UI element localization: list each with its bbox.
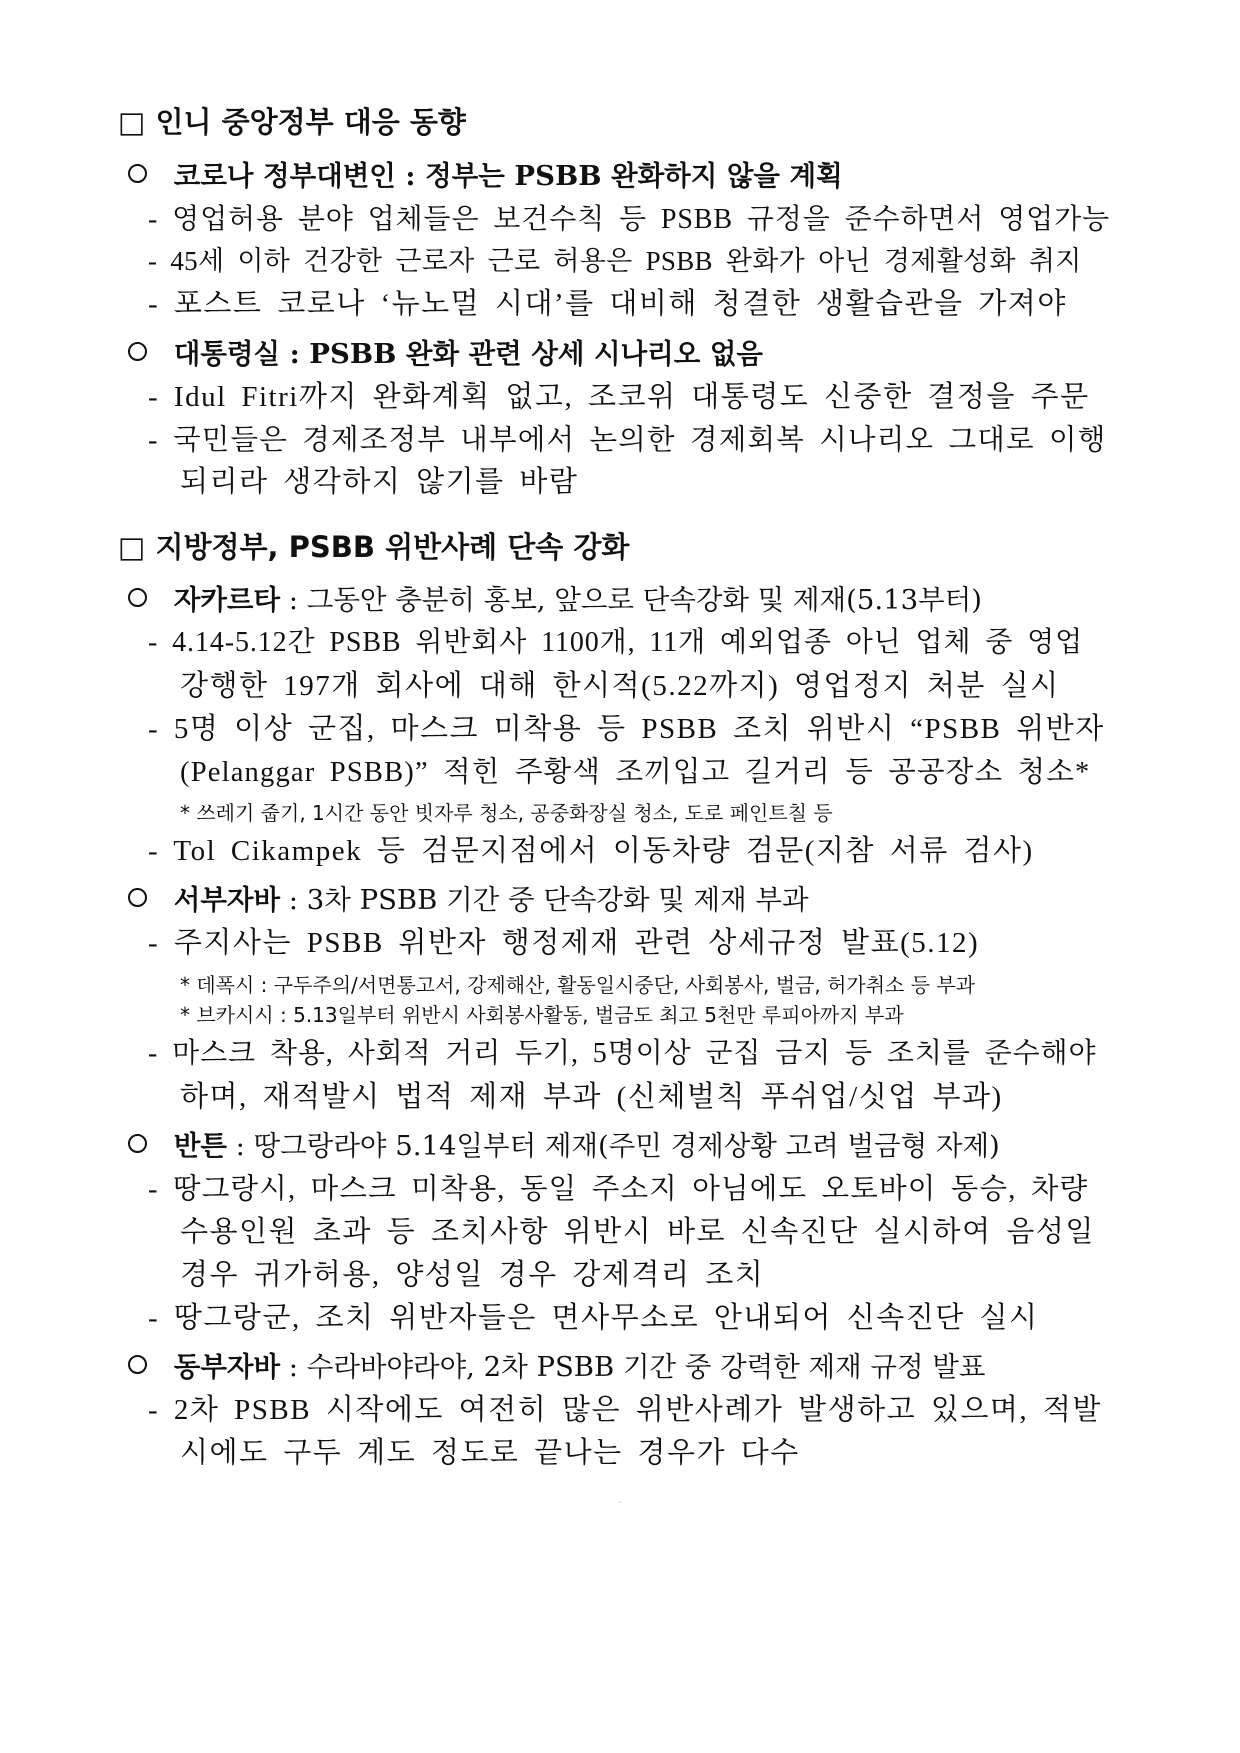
list-item: - 45세 이하 건강한 근로자 근로 허용은 PSBB 완화가 아닌 경제활성화 취지: [148, 246, 1082, 276]
list-item: - Idul Fitri까지 완화계획 없고, 조코위 대통령도 신중한 결정을 주문: [148, 381, 1090, 413]
subheading-east-java: [128, 1344, 985, 1384]
list-item: - 땅그랑군, 조치 위반자들은 면사무소로 안내되어 신속진단 실시: [148, 1302, 1039, 1334]
list-item: - 4.14-5.12간 PSBB 위반회사 1100개, 11개 예외업종 아닌 업체 중 영업: [148, 627, 1084, 658]
circle-bullet-icon: [128, 1355, 147, 1374]
section-heading-local-government: □ 지방정부, PSBB 위반사례 단속 강화: [118, 530, 630, 564]
region-summary: : 땅그랑라야 5.14일부터 제재(주민 경제상황 고려 벌금형 자제): [226, 1130, 1000, 1162]
circle-bullet-icon: [128, 888, 147, 907]
region-name: 동부자바: [173, 1351, 281, 1383]
subheading-title: 대통령실 : PSBB 완화 관련 상세 시나리오 없음: [173, 338, 763, 370]
subheading-banten: [128, 1123, 1000, 1163]
list-item: - 2차 PSBB 시작에도 여전히 많은 위반사례가 발생하고 있으며, 적발: [148, 1394, 1102, 1426]
subheading-corona-spokesperson: [128, 153, 843, 193]
footnote: * 데폭시 : 구두주의/서면통고서, 강제해산, 활동일시중단, 사회봉사, 벌금, 허가취소 등 부과: [180, 973, 976, 997]
circle-bullet-icon: [128, 588, 147, 607]
list-item: - 영업허용 분야 업체들은 보건수칙 등 PSBB 규정을 준수하면서 영업가능: [148, 204, 1111, 235]
list-item-continuation: 수용인원 초과 등 조치사항 위반시 바로 신속진단 실시하여 음성일: [180, 1216, 1095, 1248]
footnote: * 쓰레기 줍기, 1시간 동안 빗자루 청소, 공중화장실 청소, 도로 페인트칠 등: [180, 801, 833, 825]
subheading-presidential-office: [128, 331, 763, 371]
circle-bullet-icon: [128, 164, 147, 183]
list-item: - 국민들은 경제조정부 내부에서 논의한 경제회복 시나리오 그대로 이행: [148, 425, 1107, 456]
circle-bullet-icon: [128, 342, 147, 361]
subheading-west-java: [128, 877, 809, 917]
footnote: * 브카시시 : 5.13일부터 위반시 사회봉사활동, 벌금도 최고 5천만 루피아까지 부과: [180, 1003, 904, 1027]
list-item: - 땅그랑시, 마스크 미착용, 동일 주소지 아님에도 오토바이 동승, 차량: [148, 1174, 1089, 1205]
list-item: - 마스크 착용, 사회적 거리 두기, 5명이상 군집 금지 등 조치를 준수해야: [148, 1038, 1097, 1069]
list-item: - 5명 이상 군집, 마스크 미착용 등 PSBB 조치 위반시 “PSBB 위반자: [148, 713, 1105, 745]
circle-bullet-icon: [128, 1134, 147, 1153]
page-number: - 2 -: [618, 1502, 622, 1504]
list-item: - Tol Cikampek 등 검문지점에서 이동차량 검문(지참 서류 검사): [148, 835, 1034, 867]
subheading-title: 코로나 정부대변인 : 정부는 PSBB 완화하지 않을 계획: [173, 160, 843, 192]
list-item-continuation: 강행한 197개 회사에 대해 한시적(5.22까지) 영업정지 처분 실시: [180, 670, 1060, 702]
region-summary: : 그동안 충분히 홍보, 앞으로 단속강화 및 제재(5.13부터): [280, 584, 982, 616]
list-item-continuation: 시에도 구두 계도 정도로 끝나는 경우가 다수: [180, 1437, 800, 1469]
list-item-continuation: 하며, 재적발시 법적 제재 부과 (신체벌칙 푸쉬업/싯업 부과): [180, 1081, 1003, 1113]
region-name: 반튼: [173, 1130, 227, 1162]
section-heading-central-government: □ 인니 중앙정부 대응 동향: [118, 105, 466, 139]
list-item-continuation: 되리라 생각하지 않기를 바람: [180, 466, 579, 498]
list-item-continuation: (Pelanggar PSBB)” 적힌 주황색 조끼입고 길거리 등 공공장소 청소*: [180, 757, 1091, 788]
region-name: 서부자바: [173, 884, 281, 916]
subheading-jakarta: [128, 577, 982, 617]
list-item: - 포스트 코로나 ‘뉴노멀 시대’를 대비해 청결한 생활습관을 가져야: [148, 288, 1067, 320]
region-summary: : 3차 PSBB 기간 중 단속강화 및 제재 부과: [280, 884, 809, 916]
list-item: - 주지사는 PSBB 위반자 행정제재 관련 상세규정 발표(5.12): [148, 927, 980, 959]
region-name: 자카르타: [173, 584, 281, 616]
region-summary: : 수라바야라야, 2차 PSBB 기간 중 강력한 제재 규정 발표: [280, 1351, 986, 1383]
list-item-continuation: 경우 귀가허용, 양성일 경우 강제격리 조치: [180, 1259, 765, 1291]
